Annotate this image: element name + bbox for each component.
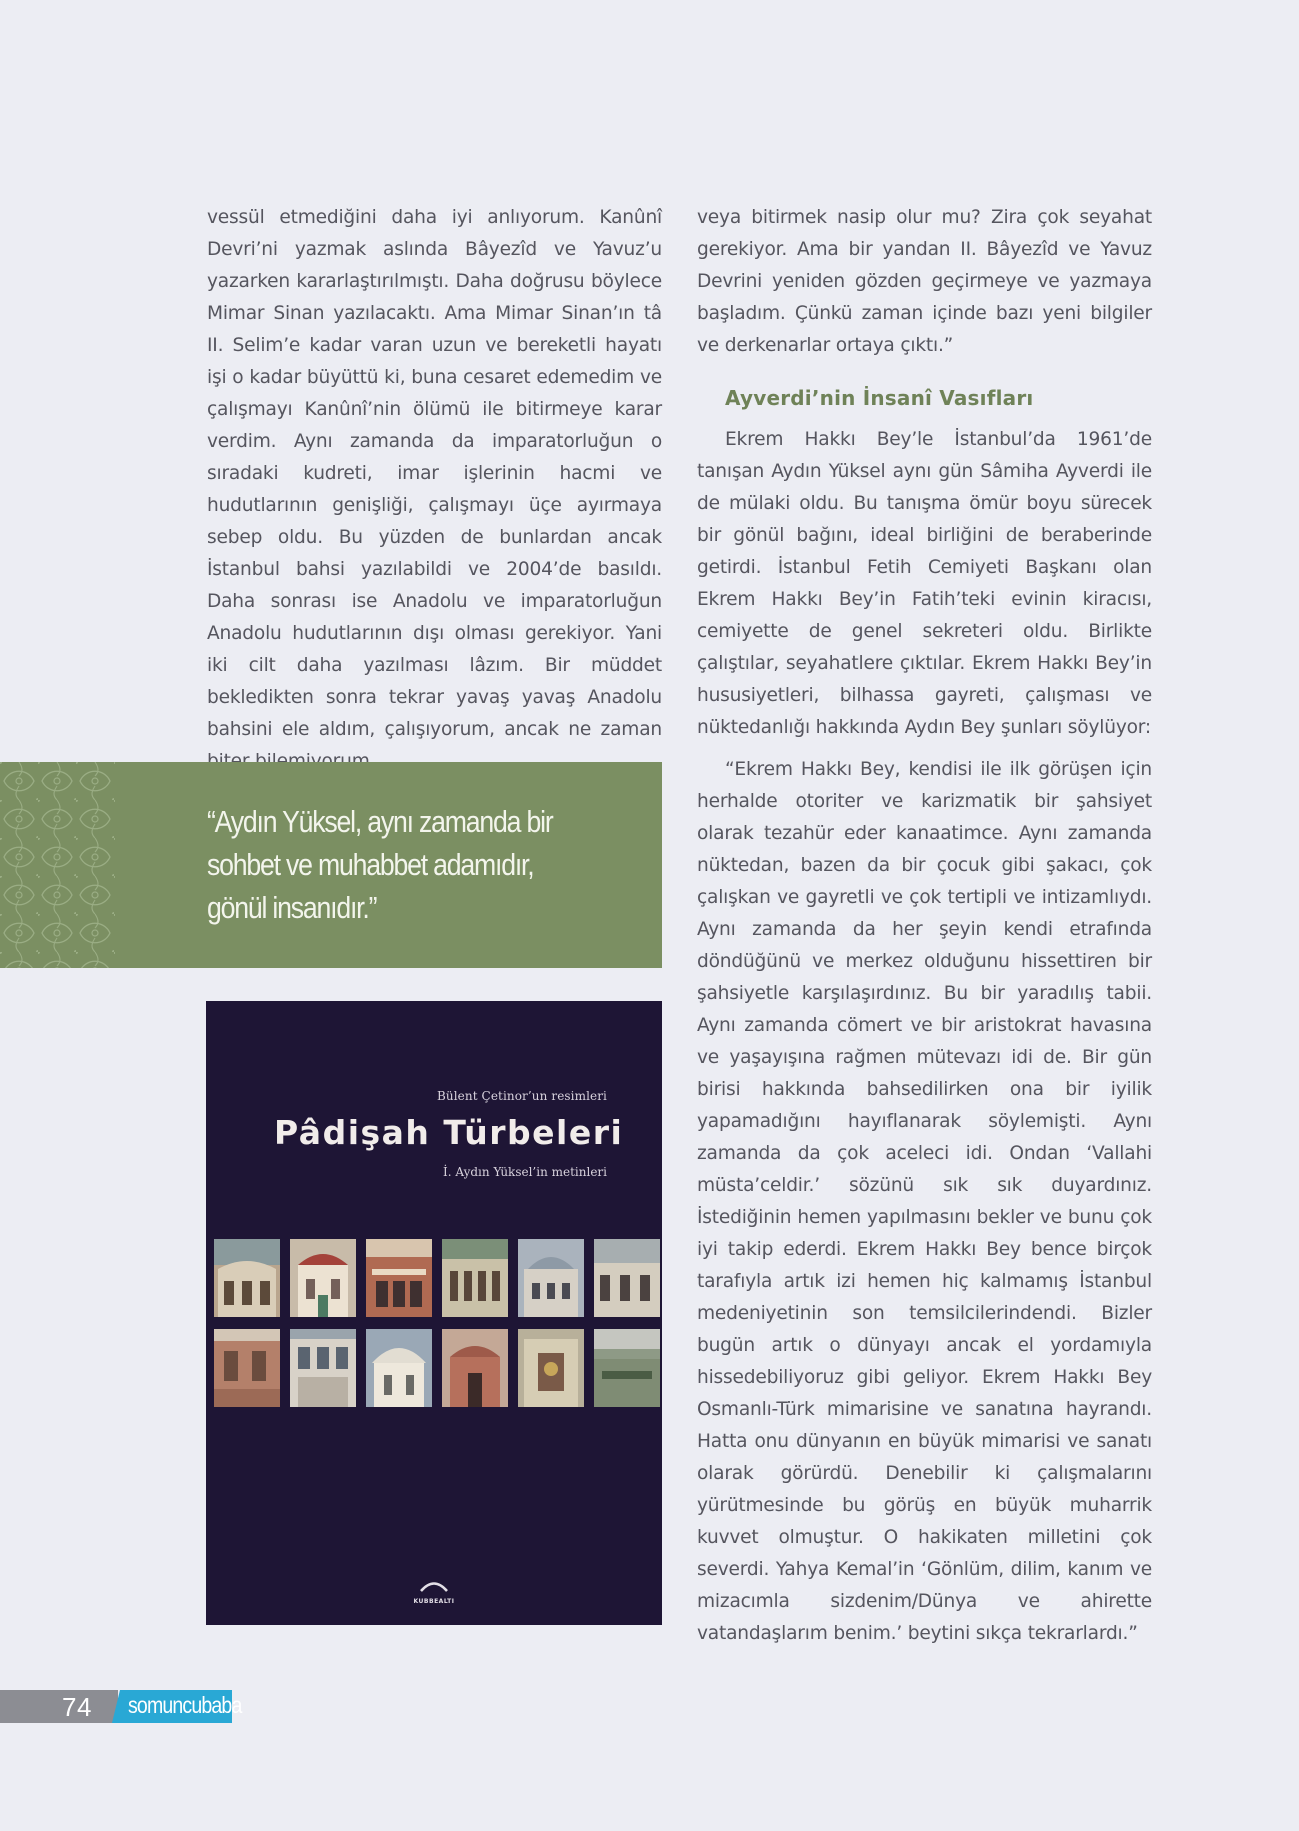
book-cover-image	[206, 1001, 662, 1625]
tomb-illustration	[290, 1329, 356, 1407]
tomb-illustration	[214, 1239, 280, 1317]
floral-pattern-icon	[0, 762, 115, 968]
left-paragraph: vessül etmediğini daha iyi anlıyorum. Kanûnî Devri’ni yazmak aslında Bâyezîd ve Yavuz’u yazarken kararlaştırılmıştı. Daha doğrusu böylece Mimar Sinan yazılacaktı. Ama Mimar Sinan’ın tâ II. Selim’e kadar varan uzun ve bereketli hayatı işi o kadar büyüttü ki, buna cesaret edemedim ve çalışmayı Kanûnî’nin ölümü ile bitirmeye karar verdim. Aynı zamanda da imparatorluğun o sıradaki kudreti, imar işlerinin hacmi ve hudutlarının genişliği, çalışmayı üçe ayırmaya sebep oldu. Bu yüzden de bunlardan ancak İstanbul bahsi yazılabildi ve 2004’de basıldı. Daha sonrası ise Anadolu ve imparatorluğun Anadolu hudutlarının dışı olması gerekiyor. Yani iki cilt daha yazılması lâzım. Bir müddet bekledikten sonra tekrar yavaş yavaş Anadolu bahsini ele aldım, çalışıyorum, ancak ne zaman	[207, 207, 662, 740]
tomb-illustration-grid	[214, 1239, 662, 1407]
tomb-illustration	[518, 1329, 584, 1407]
book-subtitle-top: Bülent Çetinor’un resimleri	[437, 1089, 607, 1103]
right-paragraph: Ekrem Hakkı Bey’le İstanbul’da 1961’de tanışan Aydın Yüksel aynı gün Sâmiha Ayverdi ile de mülaki oldu. Bu tanışma ömür boyu sürecek bir gönül bağını, ideal birliğini de beraberinde getirdi. İstanbul Fetih Cemiyeti Başkanı olan Ekrem Hakkı Bey’in Fatih’teki evinin kiracısı, cemiyette de genel sekreteri oldu. Birlikte çalıştılar, seyahatlere çıktılar. Ekrem Hakkı Bey’in hususiyetleri, bilhassa gayreti, çalışması ve nüktedanlığı hakkında Aydın Bey şunları söylüyor:	[697, 429, 1152, 738]
page-number: 74	[62, 1692, 92, 1722]
book-title: Pâdişah Türbeleri	[274, 1113, 624, 1152]
left-column	[207, 202, 662, 778]
tomb-illustration	[594, 1239, 660, 1317]
section-heading: Ayverdi’nin İnsanî Vasıfları	[725, 386, 1034, 410]
book-subtitle-bottom: İ. Aydın Yüksel’in metinleri	[443, 1165, 607, 1179]
pull-quote-band	[0, 762, 662, 968]
publisher-name: KUBBEALTI	[413, 1598, 455, 1605]
quoted-paragraph: “Ekrem Hakkı Bey, kendisi ile ilk görüşen için herhalde otoriter ve karizmatik bir şahsiyet olarak tezahür eder kanaatimce. Aynı zamanda nüktedan, bazen da bir çocuk gibi şakacı, çok çalışkan ve gayretli ve çok tertipli ve intizamlıydı. Aynı zamanda da her şeyin kendi etrafında döndüğünü ve merkez olduğunu hissettiren bir şahsiyetle karşılaşırdınız. Bu bir yaradılış tabii. Aynı zamanda cömert ve bir aristokrat havasına ve yaşayışına rağmen mütevazı idi de. Bir gün birisi hakkında bahsedilirken ona bir iyilik yapamadığını hayıflanarak söylemişti. Aynı zamanda da çok aceleci idi. Ondan ‘Vallahi müsta’celdir.’ sözünü sık sık duyardınız. İstediğinin hemen yapılmasını bekler ve bunu çok iyi takip ederdi. Ekrem Hakkı Bey bence birçok tarafıyla artık izi hemen hiç kalmamış İstanbul medeniyetinin son temsilcilerindendi. Bizler bugün artık o dünyayı ancak el yordamıyla hissedebiliyoruz gibi geliyor. Ekrem Hakkı Bey Osmanlı-Türk mimarisine ve sanatına hayrandı. Hatta onu dünyanın en büyük mimarisi ve sanatı olarak görürdü. Denebilir ki çalışmalarını yürütmesinde bu görüş en büyük muharrik kuvvet olmuştur. O hakikaten milletini çok severdi. Yahya Kemal’in ‘Gönlüm, dilim, kanım ve mizacımla sizdenim/Dünya ve ahirette vatandaşlarım benim.’ beytini sıkça tekrarlardı.”	[697, 759, 1152, 1644]
tomb-illustration	[366, 1329, 432, 1407]
right-intro-paragraph: veya bitirmek nasip olur mu? Zira çok seyahat gerekiyor. Ama bir yandan II. Bâyezîd ve Yavuz Devrini yeniden gözden geçirmeye ve yazmaya başladım. Çünkü zaman içinde bazı yeni bilgiler ve derkenarlar ortaya çıktı.”	[697, 207, 1152, 356]
dome-icon	[419, 1580, 449, 1592]
tomb-illustration	[594, 1329, 660, 1407]
pull-quote	[207, 800, 568, 929]
tomb-illustration	[214, 1329, 280, 1407]
pull-quote-line: “Aydın Yüksel, aynı zamanda bir	[207, 804, 553, 839]
right-column	[697, 202, 1152, 1650]
tomb-illustration	[442, 1239, 508, 1317]
pull-quote-line: sohbet ve muhabbet adamıdır,	[207, 847, 534, 882]
magazine-name: somuncubaba	[128, 1692, 242, 1718]
tomb-illustration	[366, 1239, 432, 1317]
pull-quote-line: gönül insanıdır.”	[207, 890, 377, 925]
tomb-illustration	[442, 1329, 508, 1407]
tomb-illustration	[518, 1239, 584, 1317]
footer-band	[0, 1690, 118, 1723]
tomb-illustration	[290, 1239, 356, 1317]
publisher-logo	[206, 1577, 662, 1605]
